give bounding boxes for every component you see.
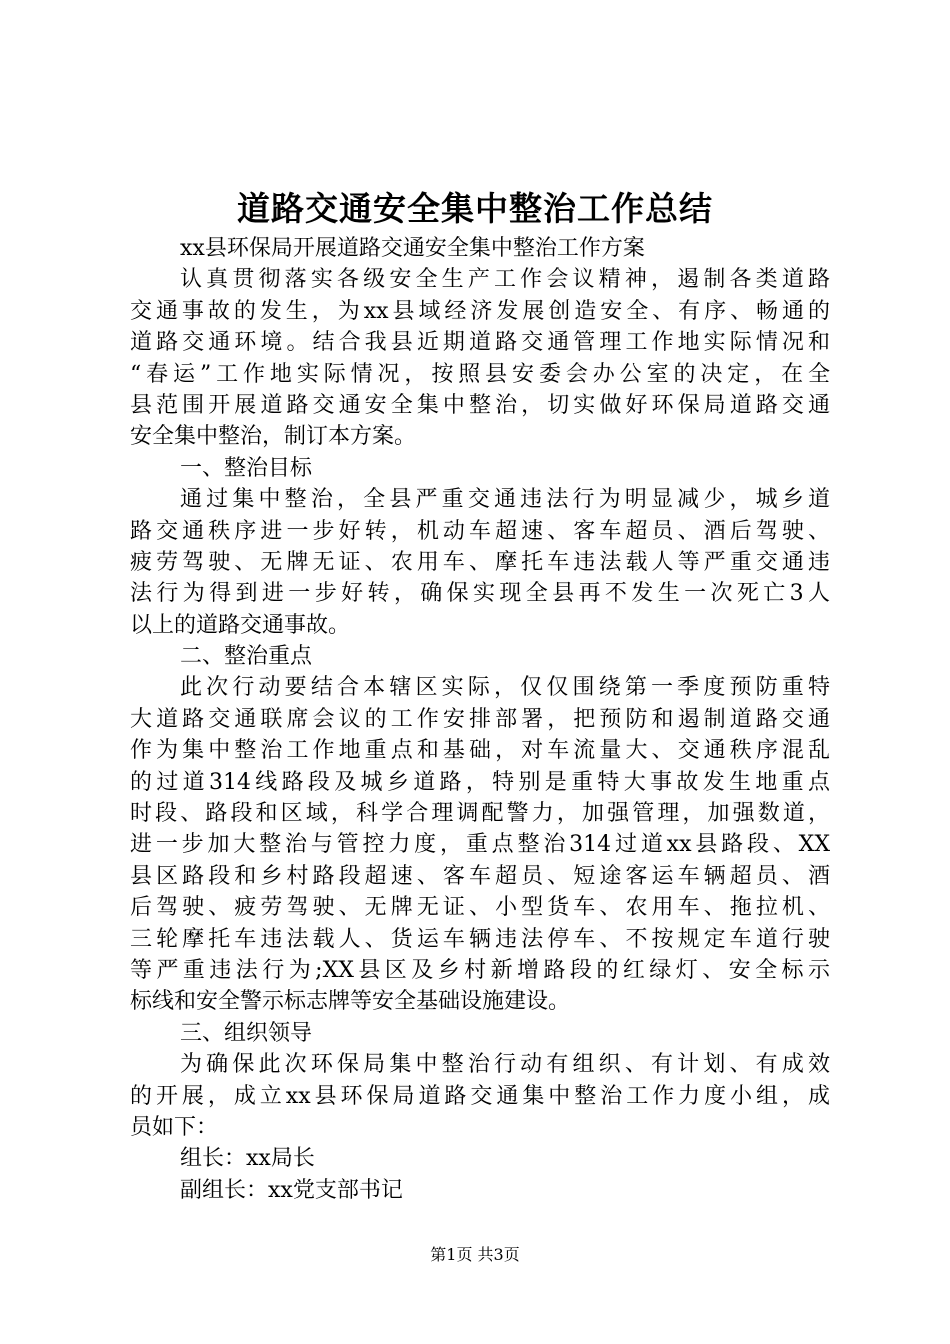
section-heading-3: 三、组织领导 (180, 1020, 313, 1046)
paragraph-line: 等严重违法行为;XX县区及乡村新增路段的红绿灯、安全标示 (130, 957, 830, 983)
paragraph-line: 道路交通环境。结合我县近期道路交通管理工作地实际情况和 (130, 330, 830, 356)
document-body (130, 233, 830, 1206)
paragraph-line: 大道路交通联席会议的工作安排部署，把预防和遏制道路交通 (130, 706, 830, 732)
paragraph-line: 后驾驶、疲劳驾驶、无牌无证、小型货车、农用车、拖拉机、 (130, 895, 830, 921)
paragraph-line: 通过集中整治，全县严重交通违法行为明显减少，城乡道 (180, 487, 830, 513)
leader-line: 组长：xx局长 (180, 1146, 315, 1172)
document-title: 道路交通安全集中整治工作总结 (237, 189, 713, 228)
paragraph-line: 疲劳驾驶、无牌无证、农用车、摩托车违法载人等严重交通违 (130, 549, 830, 575)
plan-title-line: xx县环保局开展道路交通安全集中整治工作方案 (180, 236, 645, 261)
paragraph-line: 此次行动要结合本辖区实际，仅仅围绕第一季度预防重特 (180, 675, 830, 701)
paragraph-line: 安全集中整治，制订本方案。 (130, 424, 417, 450)
paragraph-line: 作为集中整治工作地重点和基础，对车流量大、交通秩序混乱 (130, 738, 830, 764)
paragraph-line: 时段、路段和区域，科学合理调配警力，加强管理，加强数道， (130, 801, 830, 827)
page-footer: 第1页 共3页 (430, 1245, 520, 1264)
deputy-leader-line: 副组长：xx党支部书记 (180, 1177, 403, 1203)
paragraph-line: 三轮摩托车违法载人、货运车辆违法停车、不按规定车道行驶 (130, 926, 830, 952)
paragraph-line: 为确保此次环保局集中整治行动有组织、有计划、有成效 (180, 1052, 830, 1078)
paragraph-line: 的开展，成立xx县环保局道路交通集中整治工作力度小组，成 (130, 1083, 830, 1109)
paragraph-line: 交通事故的发生，为xx县域经济发展创造安全、有序、畅通的 (130, 298, 830, 324)
paragraph-line: 法行为得到进一步好转，确保实现全县再不发生一次死亡3人 (130, 581, 830, 607)
paragraph-line: 员如下： (130, 1114, 219, 1140)
paragraph-line: 县区路段和乡村路段超速、客车超员、短途客运车辆超员、酒 (130, 863, 830, 889)
paragraph-line: 以上的道路交通事故。 (130, 612, 351, 638)
paragraph-line: “春运”工作地实际情况，按照县安委会办公室的决定，在全 (130, 361, 830, 387)
section-heading-2: 二、整治重点 (180, 644, 313, 670)
paragraph-line: 标线和安全警示标志牌等安全基础设施建设。 (130, 989, 571, 1015)
paragraph-line: 进一步加大整治与管控力度，重点整治314过道xx县路段、XX (130, 832, 830, 858)
paragraph-line: 县范围开展道路交通安全集中整治，切实做好环保局道路交通 (130, 392, 830, 418)
paragraph-line: 的过道314线路段及城乡道路，特别是重特大事故发生地重点 (130, 769, 830, 795)
paragraph-line: 路交通秩序进一步好转，机动车超速、客车超员、酒后驾驶、 (130, 518, 830, 544)
section-heading-1: 一、整治目标 (180, 455, 313, 481)
paragraph-line: 认真贯彻落实各级安全生产工作会议精神，遏制各类道路 (180, 267, 830, 293)
